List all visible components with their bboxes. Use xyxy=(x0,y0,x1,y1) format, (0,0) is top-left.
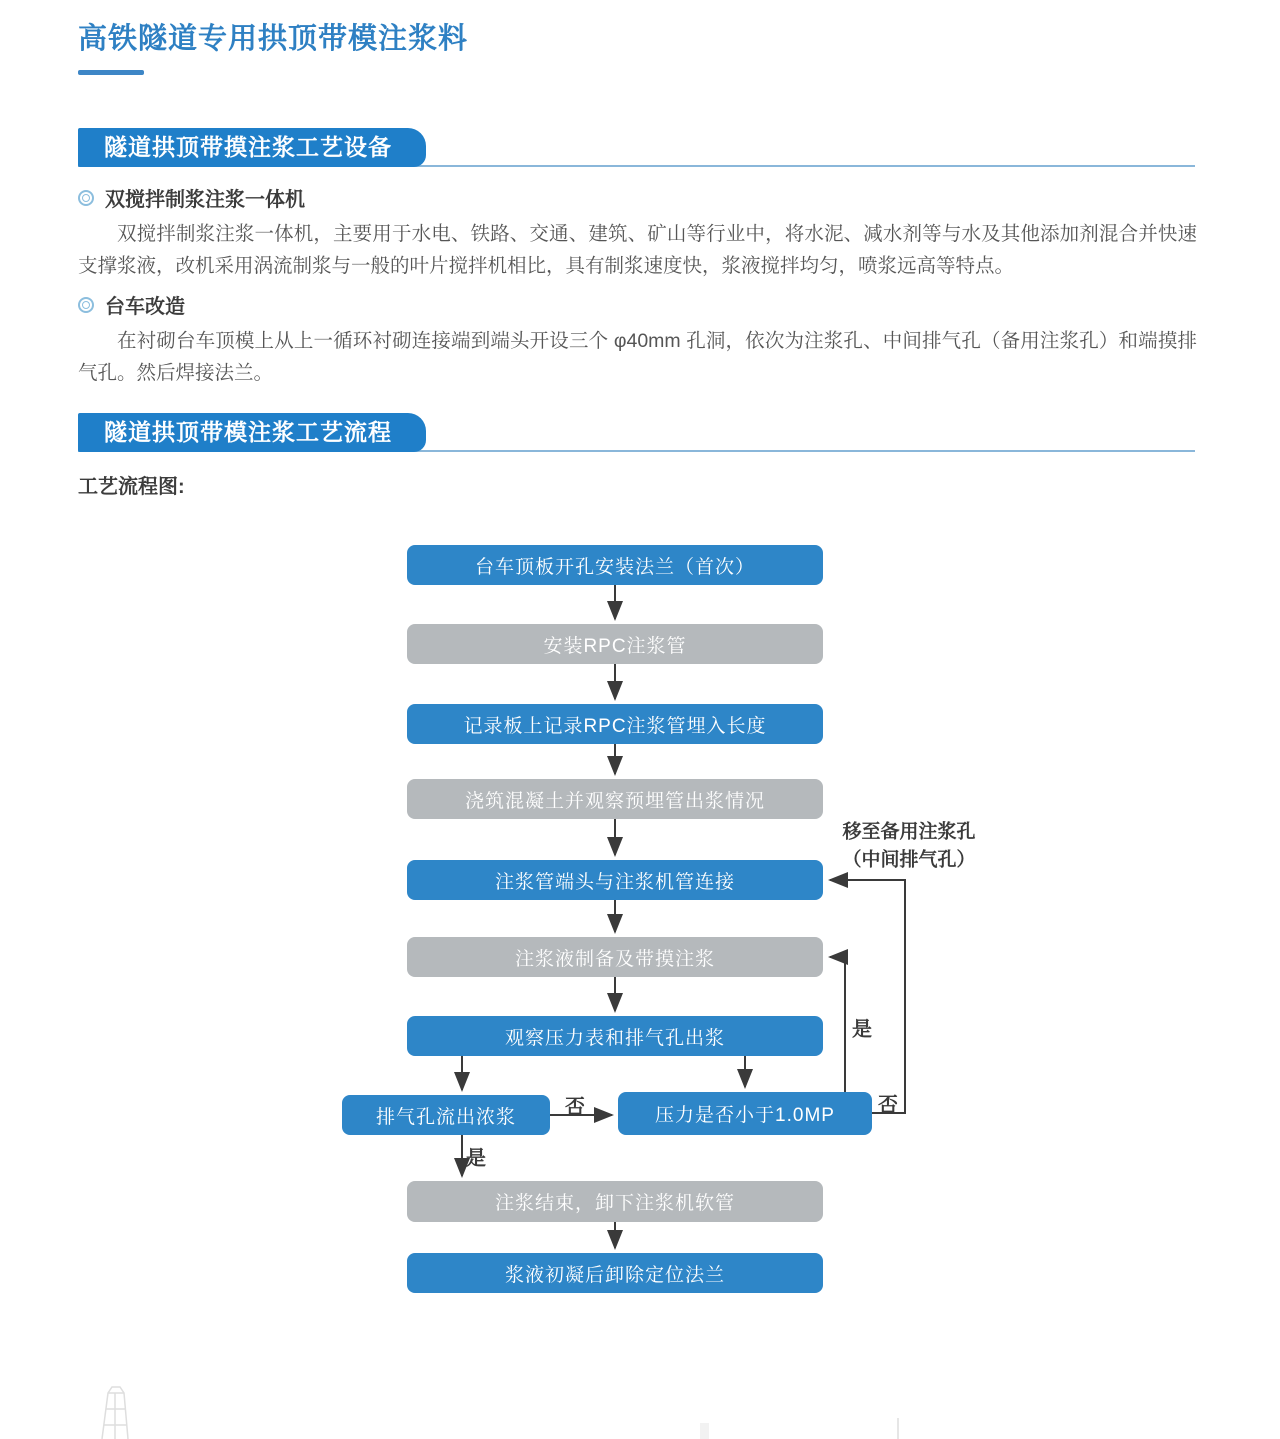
annotation-middle-vent: （中间排气孔） xyxy=(842,849,976,871)
section-tab-process: 隧道拱顶带模注浆工艺流程 xyxy=(78,413,426,452)
equipment-content xyxy=(78,181,1197,397)
title-underline xyxy=(78,70,144,75)
section-header-process xyxy=(78,413,1195,452)
flow-node-end-grouting: 注浆结束，卸下注浆机软管 xyxy=(407,1181,823,1222)
flow-node-remove-flange: 浆液初凝后卸除定位法兰 xyxy=(407,1253,823,1293)
edge-label-no: 否 xyxy=(565,1096,585,1119)
double-circle-bullet-icon xyxy=(78,297,94,313)
flow-node-install-rpc: 安装RPC注浆管 xyxy=(407,624,823,664)
faint-artifact xyxy=(897,1418,899,1439)
flow-node-prepare-grout: 注浆液制备及带摸注浆 xyxy=(407,937,823,977)
flow-node-pour-concrete: 浇筑混凝土并观察预埋管出浆情况 xyxy=(407,779,823,819)
double-circle-bullet-icon xyxy=(78,190,94,206)
section-header-equipment xyxy=(78,128,1195,167)
flow-node-vent-slurry: 排气孔流出浓浆 xyxy=(342,1095,550,1135)
flow-node-connect-pipe: 注浆管端头与注浆机管连接 xyxy=(407,860,823,900)
item-title-trolley: 台车改造 xyxy=(105,296,185,318)
annotation-backup-hole: 移至备用注浆孔 xyxy=(842,821,976,843)
edge-label-no: 否 xyxy=(878,1094,898,1117)
paragraph-mixer: 双搅拌制浆注浆一体机，主要用于水电、铁路、交通、建筑、矿山等行业中，将水泥、减水剂等与水及其他添加剂混合并快速支撑浆液，改机采用涡流制浆与一般的叶片搅拌机相比，具有制浆速度快，浆液搅拌均匀，喷浆远高等特点。 xyxy=(78,223,1197,277)
flow-node-drill-flange: 台车顶板开孔安装法兰（首次） xyxy=(407,545,823,585)
faint-artifact xyxy=(700,1423,709,1439)
bullet-item-trolley xyxy=(78,290,1197,319)
edge-label-yes: 是 xyxy=(852,1018,872,1041)
item-title-mixer: 双搅拌制浆注浆一体机 xyxy=(105,189,305,211)
building-watermark xyxy=(94,1383,154,1439)
flow-node-record-length: 记录板上记录RPC注浆管埋入长度 xyxy=(407,704,823,744)
flow-node-pressure-check: 压力是否小于1.0MP xyxy=(618,1092,872,1135)
flow-node-observe-gauge: 观察压力表和排气孔出浆 xyxy=(407,1016,823,1056)
section-tab-equipment: 隧道拱顶带摸注浆工艺设备 xyxy=(78,128,426,167)
process-flowchart xyxy=(0,530,1280,1370)
page-title: 高铁隧道专用拱顶带模注浆料 xyxy=(78,23,469,55)
paragraph-trolley: 在衬砌台车顶模上从上一循环衬砌连接端到端头开设三个 φ40mm 孔洞，依次为注浆孔、中间排气孔（备用注浆孔）和端摸排气孔。然后焊接法兰。 xyxy=(78,330,1197,384)
flowchart-caption: 工艺流程图: xyxy=(78,476,185,498)
edge-label-yes: 是 xyxy=(466,1147,486,1170)
bullet-item-mixer xyxy=(78,183,1197,212)
